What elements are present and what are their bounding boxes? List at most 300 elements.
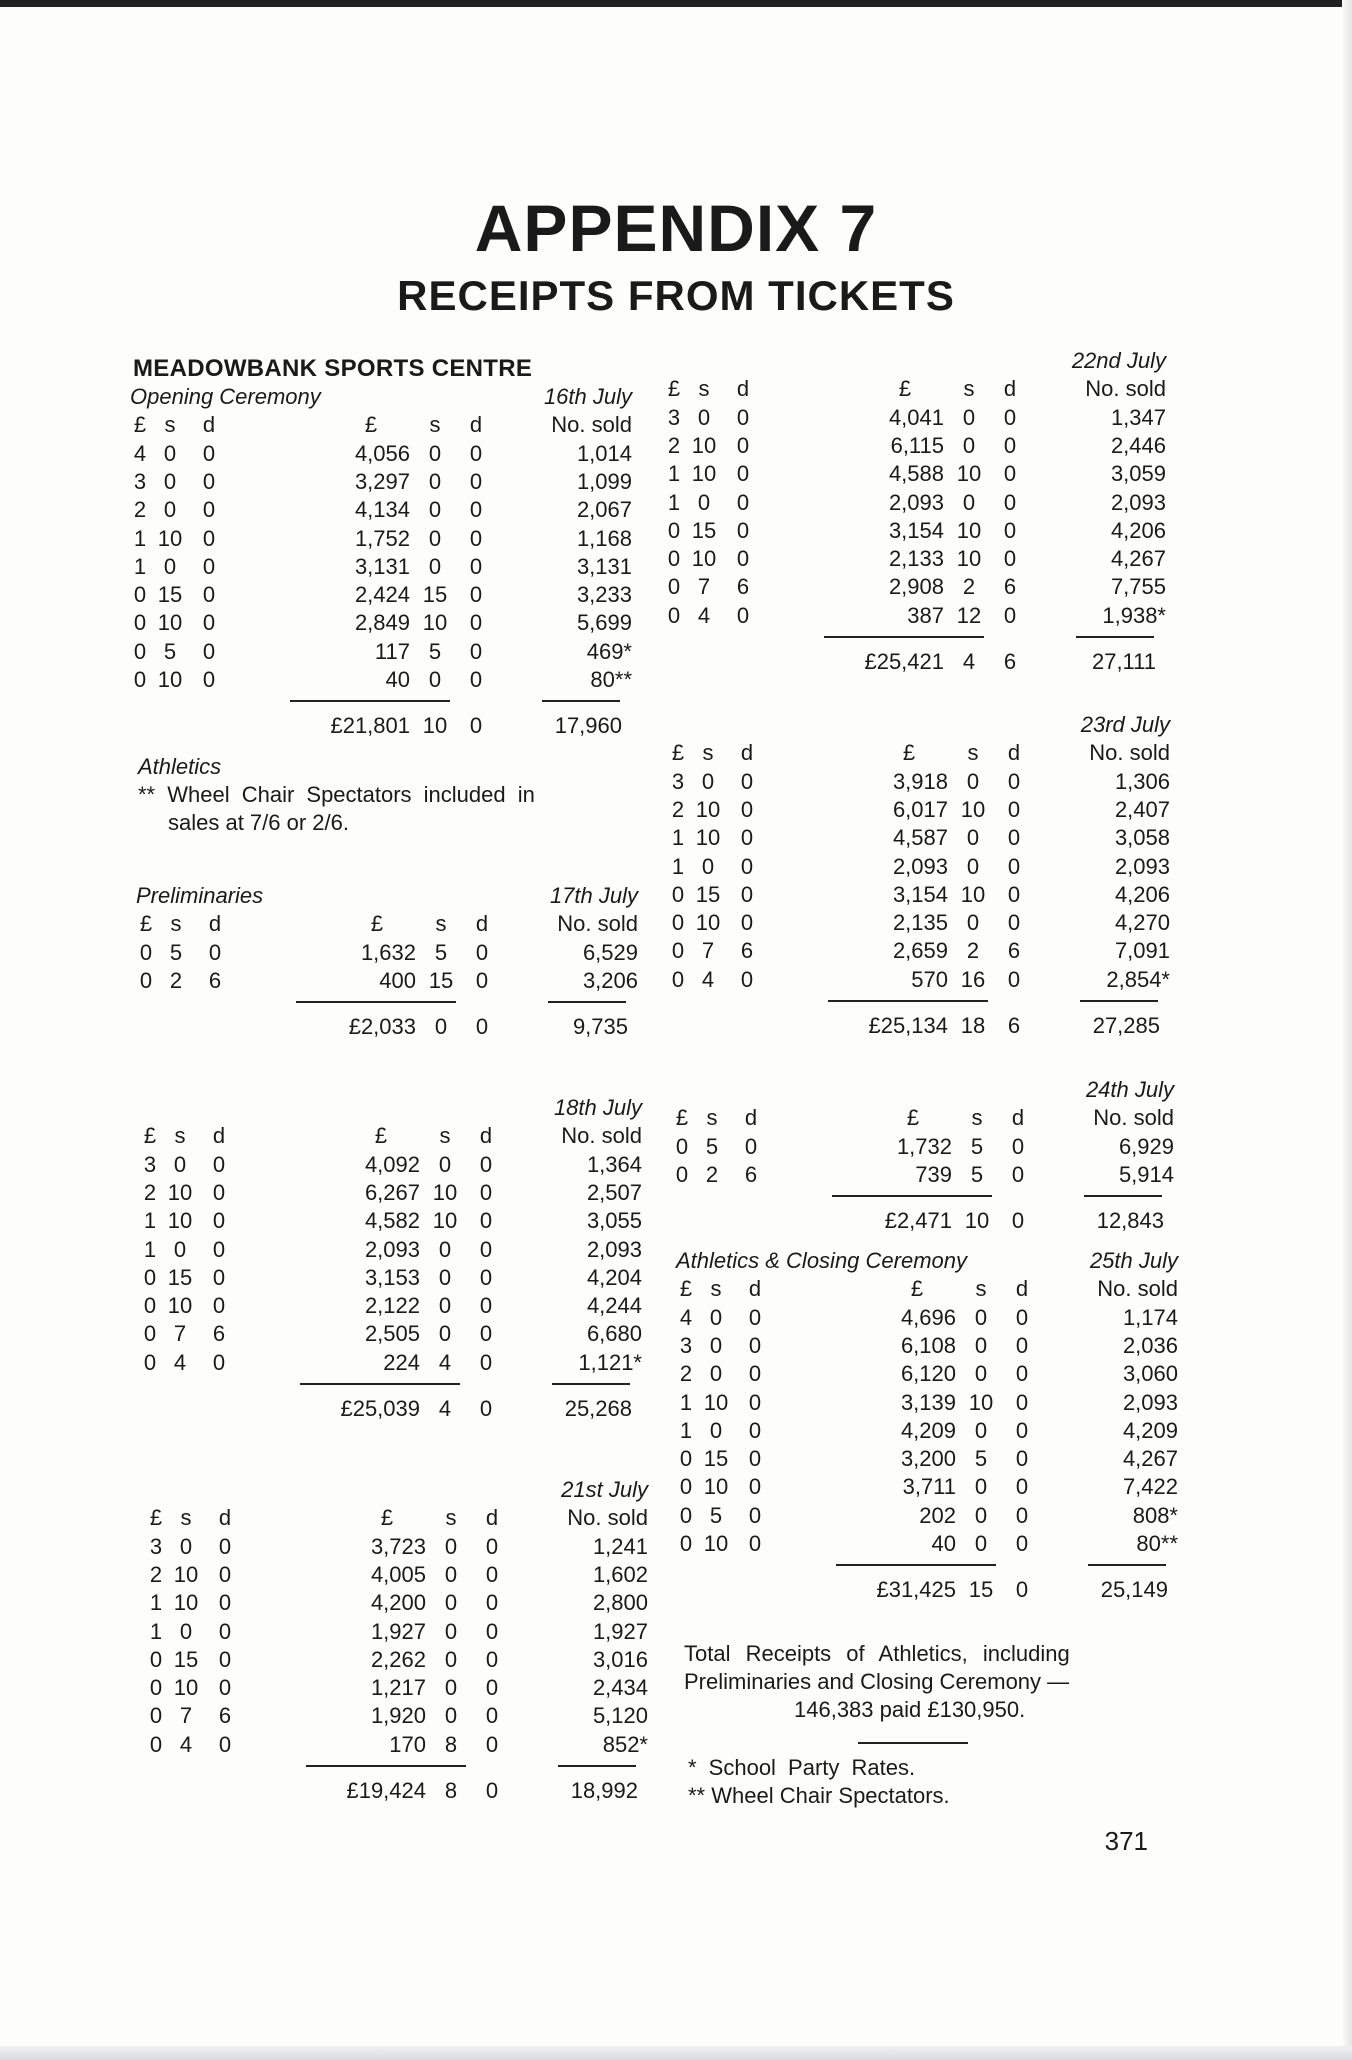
- price-pence: 0: [202, 440, 216, 466]
- appendix-subtitle: RECEIPTS FROM TICKETS: [397, 272, 955, 319]
- number-sold: 1,602: [592, 1561, 648, 1587]
- no-sold-header: No. sold: [557, 911, 638, 937]
- sold-total-rule: [542, 700, 620, 702]
- price-pence: 0: [736, 432, 750, 458]
- receipts-shillings: 0: [438, 1236, 452, 1262]
- price-shillings: 0: [163, 468, 177, 494]
- price-shillings: 5: [709, 1502, 723, 1528]
- total-rule: [296, 1001, 456, 1003]
- no-sold-header: No. sold: [1085, 376, 1166, 402]
- number-sold: 5,120: [592, 1703, 648, 1729]
- receipts-pounds: 739: [915, 1161, 952, 1187]
- number-sold: 808*: [1132, 1502, 1178, 1528]
- price-pounds: 0: [143, 1349, 157, 1375]
- table-row: [130, 525, 650, 553]
- receipts-pounds: 1,927: [370, 1618, 426, 1644]
- total-sold: 27,111: [1091, 649, 1156, 674]
- price-pence: 0: [736, 517, 750, 543]
- price-pounds: 0: [667, 546, 681, 572]
- receipts-pounds: 387: [907, 602, 944, 628]
- date-row: [672, 1076, 1192, 1104]
- price-pence: 0: [218, 1646, 232, 1672]
- receipts-pence: 0: [485, 1703, 499, 1729]
- shilling-header: s: [174, 1123, 186, 1149]
- table-row: [668, 796, 1188, 824]
- receipts-shillings: 0: [428, 553, 442, 579]
- receipts-pence: 0: [479, 1179, 493, 1205]
- total-rule: [832, 1195, 992, 1197]
- total-pounds: £31,425: [876, 1577, 956, 1603]
- receipts-pence: 0: [1003, 461, 1017, 487]
- table-row: [130, 609, 650, 637]
- sold-total-rule: [548, 1001, 626, 1003]
- receipts-pence: 0: [1015, 1361, 1029, 1387]
- table-row: [130, 440, 650, 468]
- shilling-header: s: [180, 1505, 192, 1531]
- receipts-pounds: 4,134: [354, 497, 410, 523]
- receipts-pounds: 4,041: [888, 404, 944, 430]
- receipts-pence: 0: [469, 468, 483, 494]
- number-sold: 1,168: [576, 525, 632, 551]
- receipts-pounds: 6,120: [900, 1361, 956, 1387]
- receipts-shillings: 8: [444, 1731, 458, 1757]
- pound-total-header: £: [910, 1276, 924, 1302]
- number-sold: 2,036: [1122, 1332, 1178, 1358]
- table-row: [146, 1589, 666, 1617]
- table-row: [664, 573, 1184, 601]
- price-pounds: 1: [667, 461, 681, 487]
- receipts-pounds: 224: [383, 1349, 420, 1375]
- number-sold: 7,755: [1110, 574, 1166, 600]
- table-row: [676, 1332, 1196, 1360]
- price-shillings: 0: [163, 497, 177, 523]
- no-sold-header: No. sold: [567, 1505, 648, 1531]
- table-row: [140, 1264, 660, 1292]
- receipts-pounds: 40: [931, 1531, 956, 1556]
- receipts-shillings: 15: [422, 582, 448, 608]
- table-row: [136, 939, 656, 967]
- receipts-pounds: 6,115: [890, 432, 944, 458]
- price-pence: 0: [748, 1502, 762, 1528]
- price-pence: 0: [212, 1236, 226, 1262]
- receipts-shillings: 0: [962, 404, 976, 430]
- number-sold: 2,854*: [1106, 966, 1170, 992]
- pence-header: d: [218, 1505, 232, 1531]
- price-pounds: 1: [133, 525, 147, 551]
- price-pounds: 3: [133, 468, 147, 494]
- column-header-row: [672, 1104, 1192, 1132]
- receipts-shillings: 0: [428, 468, 442, 494]
- total-row: [676, 1576, 1196, 1604]
- total-pounds: £2,471: [884, 1208, 952, 1234]
- price-pence: 0: [736, 461, 750, 487]
- table-row: [664, 602, 1184, 630]
- price-pounds: 0: [149, 1646, 163, 1672]
- total-row: [140, 1395, 660, 1423]
- receipts-pounds: 4,092: [364, 1151, 420, 1177]
- price-pounds: 0: [671, 910, 685, 936]
- total-rule: [824, 636, 984, 638]
- receipts-pounds: 2,135: [892, 910, 948, 936]
- receipts-shillings: 10: [968, 1389, 994, 1415]
- number-sold: 4,206: [1114, 881, 1170, 907]
- total-pence: 0: [1015, 1577, 1029, 1603]
- shilling-total-header: s: [963, 376, 975, 402]
- number-sold: 1,927: [592, 1618, 648, 1644]
- total-sold: 12,843: [1096, 1208, 1164, 1234]
- receipts-pence: 0: [475, 939, 489, 965]
- receipts-pence: 0: [475, 967, 489, 993]
- price-shillings: 10: [167, 1179, 193, 1205]
- footnotes: [688, 1754, 950, 1810]
- price-shillings: 5: [705, 1133, 719, 1159]
- receipts-pounds: 4,696: [900, 1304, 956, 1330]
- price-shillings: 5: [169, 939, 183, 965]
- price-pounds: 1: [671, 825, 685, 851]
- date-label: 17th July: [549, 883, 638, 908]
- receipts-pounds: 4,056: [354, 440, 410, 466]
- price-pence: 0: [748, 1361, 762, 1387]
- number-sold: 2,446: [1110, 432, 1166, 458]
- price-pounds: 0: [671, 966, 685, 992]
- date-label: 21st July: [561, 1477, 648, 1502]
- price-pence: 0: [736, 546, 750, 572]
- price-shillings: 7: [173, 1321, 187, 1347]
- receipts-pence: 0: [1015, 1304, 1029, 1330]
- footnote-divider: [858, 1742, 968, 1744]
- total-row: [664, 648, 1184, 676]
- summary-line1: Total Receipts of Athletics, including: [684, 1641, 1070, 1666]
- receipts-shillings: 0: [444, 1590, 458, 1616]
- number-sold: 1,174: [1122, 1304, 1178, 1330]
- price-pounds: 4: [133, 440, 147, 466]
- receipts-pounds: 3,723: [370, 1533, 426, 1559]
- pound-total-header: £: [370, 911, 384, 937]
- price-pounds: 0: [133, 638, 147, 664]
- receipts-pounds: 1,752: [354, 525, 410, 551]
- price-pence: 0: [740, 853, 754, 879]
- receipts-shillings: 0: [966, 825, 980, 851]
- price-shillings: 10: [167, 1208, 193, 1234]
- receipts-shillings: 10: [432, 1179, 458, 1205]
- sold-total-rule: [1080, 1000, 1158, 1002]
- total-shillings: 10: [964, 1208, 990, 1234]
- table-row: [664, 489, 1184, 517]
- number-sold: 4,267: [1110, 546, 1166, 572]
- pence-header: d: [744, 1105, 758, 1131]
- footnote-school-party: * School Party Rates.: [688, 1755, 916, 1780]
- table-row: [146, 1731, 666, 1759]
- receipts-pence: 0: [485, 1646, 499, 1672]
- receipts-pence: 0: [1003, 432, 1017, 458]
- table-row: [146, 1702, 666, 1730]
- receipts-pounds: 202: [919, 1502, 956, 1528]
- receipts-pounds: 2,659: [892, 938, 948, 964]
- total-pence: 6: [1003, 649, 1017, 674]
- price-pence: 0: [202, 497, 216, 523]
- receipts-pence: 0: [1011, 1133, 1025, 1159]
- price-pounds: 1: [679, 1389, 693, 1415]
- price-shillings: 0: [709, 1361, 723, 1387]
- table-row: [140, 1207, 660, 1235]
- total-row: [668, 1012, 1188, 1040]
- pound-header: £: [671, 740, 685, 766]
- receipts-pounds: 2,424: [354, 582, 410, 608]
- table-row: [130, 666, 650, 694]
- price-pence: 6: [208, 967, 222, 993]
- shilling-total-header: s: [435, 911, 447, 937]
- table-row: [664, 545, 1184, 573]
- number-sold: 80**: [590, 667, 632, 692]
- number-sold: 1,014: [576, 440, 632, 466]
- price-shillings: 0: [179, 1533, 193, 1559]
- price-pounds: 0: [149, 1731, 163, 1757]
- section-row: [676, 1247, 1196, 1275]
- receipts-pounds: 1,920: [370, 1703, 426, 1729]
- number-sold: 4,206: [1110, 517, 1166, 543]
- number-sold: 1,121*: [578, 1349, 642, 1375]
- price-shillings: 10: [695, 825, 721, 851]
- receipts-pounds: 4,209: [900, 1417, 956, 1443]
- number-sold: 3,131: [576, 553, 632, 579]
- receipts-shillings: 0: [974, 1502, 988, 1528]
- table-row: [676, 1304, 1196, 1332]
- column-header-row: [676, 1275, 1196, 1303]
- athletics-note: [138, 753, 535, 837]
- page-number: 371: [1104, 1826, 1148, 1856]
- pence-header: d: [202, 412, 216, 438]
- shilling-total-header: s: [439, 1123, 451, 1149]
- section-row: [136, 882, 656, 910]
- total-pence: 0: [479, 1396, 493, 1421]
- pence-total-header: d: [1003, 376, 1017, 402]
- receipts-pence: 0: [469, 667, 483, 692]
- price-shillings: 15: [167, 1264, 193, 1290]
- column-header-row: [140, 1122, 660, 1150]
- price-pounds: 3: [671, 768, 685, 794]
- receipts-pence: 0: [1007, 853, 1021, 879]
- pound-total-header: £: [374, 1123, 388, 1149]
- receipts-shillings: 0: [438, 1151, 452, 1177]
- shilling-total-header: s: [967, 740, 979, 766]
- athletics-note-line2: sales at 7/6 or 2/6.: [168, 810, 349, 835]
- price-shillings: 15: [157, 582, 183, 608]
- total-sold: 18,992: [570, 1778, 638, 1803]
- number-sold: 469*: [586, 638, 632, 664]
- receipts-pence: 0: [485, 1618, 499, 1644]
- pence-header: d: [212, 1123, 226, 1149]
- number-sold: 1,347: [1110, 404, 1166, 430]
- shilling-total-header: s: [975, 1276, 987, 1302]
- pence-header: d: [208, 911, 222, 937]
- price-pounds: 0: [679, 1502, 693, 1528]
- receipts-pence: 0: [485, 1533, 499, 1559]
- number-sold: 4,204: [586, 1264, 642, 1290]
- shilling-total-header: s: [971, 1105, 983, 1131]
- receipts-pence: 0: [485, 1675, 499, 1701]
- price-shillings: 4: [701, 966, 715, 992]
- number-sold: 6,929: [1118, 1133, 1174, 1159]
- pound-header: £: [149, 1505, 163, 1531]
- column-header-row: [136, 910, 656, 938]
- receipts-shillings: 12: [956, 602, 982, 628]
- total-rule: [828, 1000, 988, 1002]
- total-pounds: £25,134: [868, 1013, 948, 1038]
- price-shillings: 10: [173, 1675, 199, 1701]
- total-rule: [300, 1383, 460, 1385]
- total-rule: [306, 1765, 466, 1767]
- number-sold: 1,306: [1114, 768, 1170, 794]
- price-pounds: 0: [679, 1531, 693, 1556]
- price-shillings: 15: [173, 1646, 199, 1672]
- total-sold: 25,268: [564, 1396, 632, 1421]
- price-pounds: 0: [667, 517, 681, 543]
- receipts-shillings: 0: [974, 1361, 988, 1387]
- price-shillings: 2: [705, 1161, 719, 1187]
- receipts-pence: 0: [479, 1151, 493, 1177]
- table-row: [672, 1133, 1192, 1161]
- price-pounds: 0: [133, 667, 147, 692]
- receipts-shillings: 0: [428, 440, 442, 466]
- price-pence: 0: [212, 1208, 226, 1234]
- table-row: [676, 1417, 1196, 1445]
- receipts-pence: 0: [1015, 1446, 1029, 1472]
- receipts-pence: 0: [479, 1236, 493, 1262]
- date-label: 23rd July: [1080, 712, 1170, 737]
- price-pence: 0: [202, 553, 216, 579]
- price-pence: 0: [218, 1561, 232, 1587]
- table-row: [664, 404, 1184, 432]
- table-row: [668, 881, 1188, 909]
- price-pounds: 0: [679, 1474, 693, 1500]
- price-pounds: 0: [671, 881, 685, 907]
- price-pounds: 0: [667, 602, 681, 628]
- table-row: [136, 967, 656, 995]
- pound-header: £: [675, 1105, 689, 1131]
- receipts-pounds: 3,131: [354, 553, 410, 579]
- number-sold: 2,093: [586, 1236, 642, 1262]
- total-shillings: 15: [968, 1577, 994, 1603]
- number-sold: 852*: [602, 1731, 648, 1757]
- receipts-pounds: 570: [911, 966, 948, 992]
- price-pence: 0: [748, 1304, 762, 1330]
- receipts-shillings: 0: [966, 910, 980, 936]
- price-shillings: 0: [701, 853, 715, 879]
- receipts-pence: 0: [479, 1208, 493, 1234]
- receipts-pounds: 3,200: [900, 1446, 956, 1472]
- number-sold: 3,016: [592, 1646, 648, 1672]
- date-label: 18th July: [553, 1095, 642, 1120]
- table-row: [140, 1320, 660, 1348]
- receipts-pounds: 3,139: [900, 1389, 956, 1415]
- receipts-shillings: 0: [444, 1618, 458, 1644]
- price-pence: 0: [202, 582, 216, 608]
- price-shillings: 15: [691, 517, 717, 543]
- shilling-header: s: [710, 1276, 722, 1302]
- total-rule: [290, 700, 450, 702]
- receipts-pence: 0: [1007, 881, 1021, 907]
- price-pence: 0: [740, 910, 754, 936]
- price-shillings: 7: [179, 1703, 193, 1729]
- price-pence: 0: [748, 1446, 762, 1472]
- table-row: [668, 853, 1188, 881]
- price-shillings: 10: [167, 1293, 193, 1319]
- shilling-header: s: [170, 911, 182, 937]
- table-row: [140, 1179, 660, 1207]
- receipts-shillings: 15: [428, 967, 454, 993]
- receipts-pence: 0: [469, 440, 483, 466]
- price-shillings: 10: [157, 667, 183, 692]
- price-pence: 0: [202, 610, 216, 636]
- price-pounds: 0: [667, 574, 681, 600]
- price-pence: 0: [740, 825, 754, 851]
- receipts-pence: 6: [1007, 938, 1021, 964]
- table-row: [676, 1389, 1196, 1417]
- number-sold: 2,407: [1114, 796, 1170, 822]
- number-sold: 3,055: [586, 1208, 642, 1234]
- sold-total-rule: [1084, 1195, 1162, 1197]
- price-pence: 0: [212, 1151, 226, 1177]
- table-row: [130, 553, 650, 581]
- receipts-shillings: 0: [966, 853, 980, 879]
- total-pence: 0: [469, 713, 483, 739]
- receipts-shillings: 4: [438, 1349, 452, 1375]
- footnote-wheelchair: ** Wheel Chair Spectators.: [688, 1783, 950, 1808]
- receipts-shillings: 10: [956, 517, 982, 543]
- total-pence: 0: [1011, 1208, 1025, 1234]
- receipts-pounds: 2,093: [364, 1236, 420, 1262]
- total-row: [146, 1777, 666, 1805]
- receipts-pence: 0: [479, 1321, 493, 1347]
- page-bottom-edge: [0, 2046, 1352, 2060]
- number-sold: 2,800: [592, 1590, 648, 1616]
- receipts-pounds: 2,133: [888, 546, 944, 572]
- receipts-pence: 0: [479, 1264, 493, 1290]
- price-pounds: 2: [133, 497, 147, 523]
- column-header-row: [146, 1504, 666, 1532]
- receipts-shillings: 0: [444, 1561, 458, 1587]
- athletics-heading: Athletics: [138, 754, 222, 779]
- receipts-pounds: 2,505: [364, 1321, 420, 1347]
- number-sold: 3,233: [576, 582, 632, 608]
- date-row: [664, 347, 1184, 375]
- total-pence: 0: [485, 1778, 499, 1803]
- receipts-shillings: 0: [962, 432, 976, 458]
- price-shillings: 15: [695, 881, 721, 907]
- total-sold: 17,960: [554, 713, 622, 739]
- total-row: [136, 1013, 656, 1041]
- price-shillings: 7: [701, 938, 715, 964]
- price-pence: 0: [212, 1264, 226, 1290]
- price-shillings: 0: [709, 1304, 723, 1330]
- sold-total-rule: [558, 1765, 636, 1767]
- receipts-shillings: 0: [966, 768, 980, 794]
- receipts-pence: 0: [485, 1561, 499, 1587]
- price-pence: 0: [740, 768, 754, 794]
- price-pence: 0: [218, 1590, 232, 1616]
- receipts-shillings: 0: [974, 1417, 988, 1443]
- price-shillings: 0: [163, 440, 177, 466]
- price-shillings: 10: [703, 1474, 729, 1500]
- number-sold: 3,058: [1114, 825, 1170, 851]
- receipts-pence: 0: [1007, 768, 1021, 794]
- receipts-pounds: 4,005: [370, 1561, 426, 1587]
- venue-heading: MEADOWBANK SPORTS CENTRE: [133, 355, 533, 382]
- table-row: [146, 1533, 666, 1561]
- number-sold: 7,422: [1122, 1474, 1178, 1500]
- number-sold: 2,093: [1114, 853, 1170, 879]
- receipts-pounds: 117: [374, 638, 410, 664]
